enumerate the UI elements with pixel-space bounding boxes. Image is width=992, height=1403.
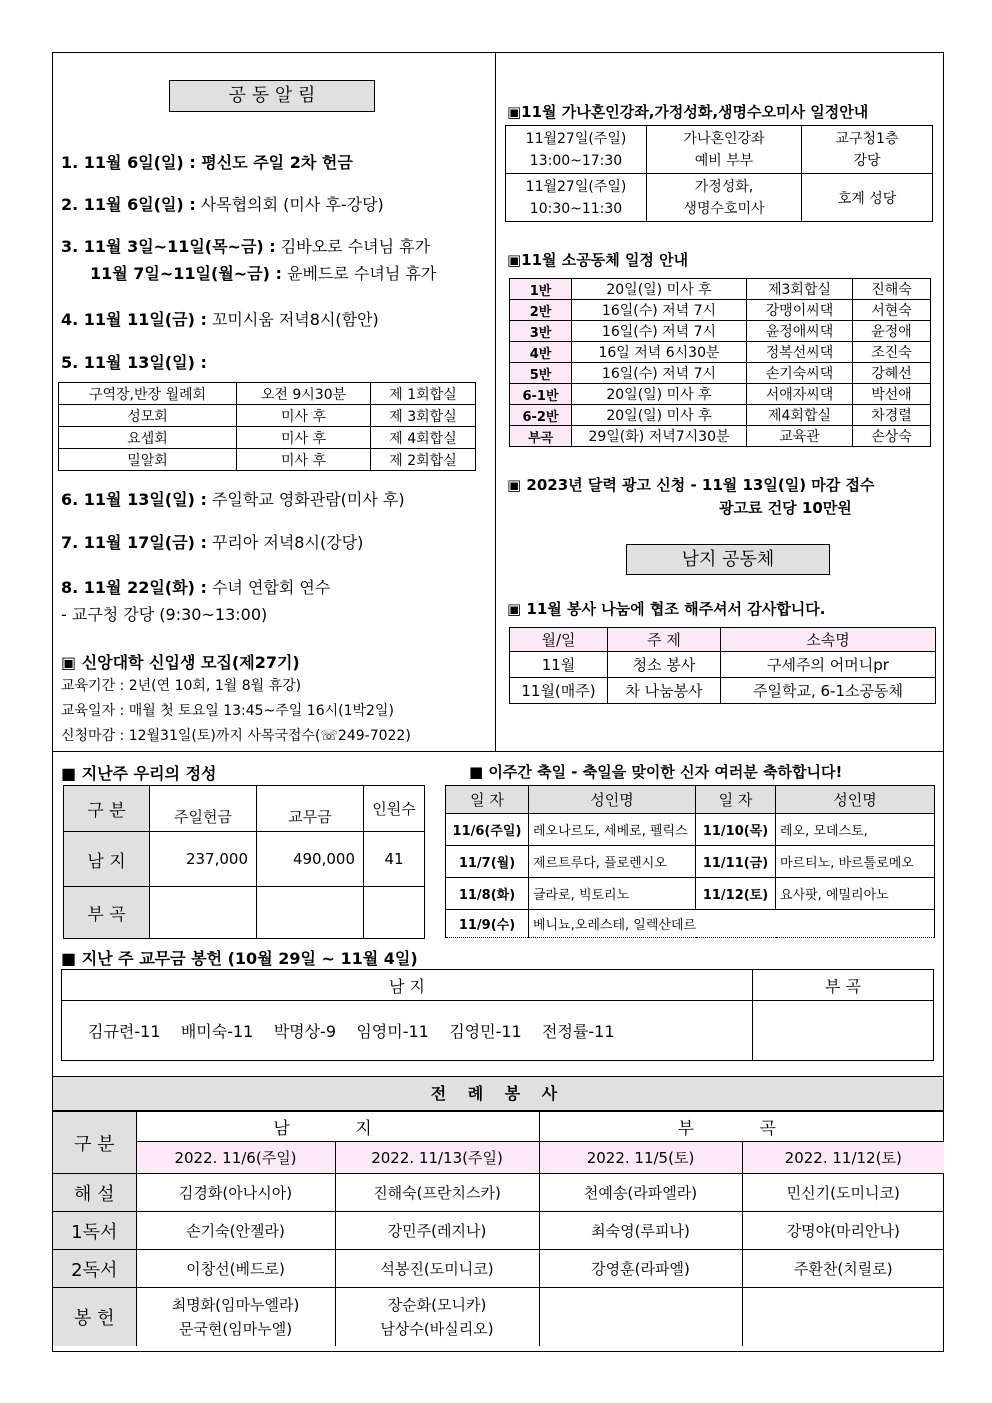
feast-heading: ■ 이주간 축일 - 축일을 맞이한 신자 여러분 축하합니다!: [469, 763, 843, 781]
small-community-table: 1반 20일(일) 미사 후 제3회합실 진해숙 2반 16일(수) 저녁 7시 강맹이씨댁 서현숙 3반 16일(수) 저녁 7시 윤정애씨댁 윤정애 4반 16일 저녁 6시30분 정복선씨댁 조진숙 5반 16일(수) 저녁 7시 손기숙씨댁 강혜선 6-1반 20일(일) 미사 후 서애자씨댁 박선애 6-2반 20일(일) 미사 후 제4회합실 차경렬 부곡 29일(화) 저녁7시30분 교육관 손상숙: [509, 278, 931, 447]
notice-5: 5. 11월 13일(일) :: [61, 353, 207, 372]
tithe-heading: ■ 지난 주 교무금 봉헌 (10월 29일 ~ 11월 4일): [61, 949, 418, 968]
notice-1: 1. 11월 6일(일) : 평신도 주일 2차 헌금: [61, 153, 353, 172]
notice-7: 7. 11월 17일(금) : 꾸리아 저녁8시(강당): [61, 533, 364, 552]
offering-heading: ■ 지난주 우리의 정성: [61, 764, 217, 783]
namji-service-table: 월/일 주 제 소속명 11월 청소 봉사 구세주의 어머니pr 11월(매주) 차 나눔봉사 주일학교, 6-1소공동체: [509, 627, 936, 704]
notice-4: 4. 11월 11일(금) : 꼬미시움 저녁8시(함안): [61, 310, 379, 329]
calendar-ad-line2: 광고료 건당 10만원: [719, 499, 852, 517]
namji-title: 남지 공동체: [626, 544, 830, 575]
bulletin-frame: [52, 52, 944, 1352]
liturgy-table: 구 분 남 지 부 곡 2022. 11/6(주일) 2022. 11/13(주일) 2022. 11/5(토) 2022. 11/12(토) 해 설 김경화(아나시아) 진해숙(프란치스카) 천예송(라파엘라) 민신기(도미니코) 1독서 손기숙(안젤라) 강민주(레지나) 최숙영(루피나) 강명야(마리안나) 2독서 이창선(베드로) 석봉진(도미니코) 강영훈(라파엘) 주환찬(치릴로) 봉 헌 최명화(임마누엘라) 문국현(임마누엘) 장순화(모니카) 남상수(바실리오): [53, 1111, 944, 1346]
column-divider: [495, 53, 496, 751]
offering-table: 구 분 주일헌금 교무금 인원수 남 지 237,000 490,000 41 부 곡: [63, 785, 425, 939]
calendar-ad-line1: ▣ 2023년 달력 광고 신청 - 11월 13일(일) 마감 접수: [507, 476, 875, 494]
meeting-table: 구역장,반장 월례회 오전 9시30분 제 1회합실 성모회 미사 후 제 3회합실 요셉회 미사 후 제 4회합실 밀알회 미사 후 제 2회합실: [58, 382, 476, 471]
notice-8: 8. 11월 22일(화) : 수녀 연합회 연수: [61, 578, 331, 597]
notice-8b: - 교구청 강당 (9:30~13:00): [61, 605, 268, 624]
namji-thanks: ▣ 11월 봉사 나눔에 협조 해주셔서 감사합니다.: [507, 600, 826, 618]
notice-3b: 11월 7일~11일(월~금) : 윤베드로 수녀님 휴가: [90, 264, 437, 283]
notice-3: 3. 11월 3일~11일(목~금) : 김바오로 수녀님 휴가: [61, 237, 431, 256]
notice-6: 6. 11월 13일(일) : 주일학교 영화관람(미사 후): [61, 490, 405, 509]
feast-table: 일 자 성인명 일 자 성인명 11/6(주일) 레오나르도, 세베로, 펠릭스 11/10(목) 레오, 모데스토, 11/7(월) 제르트루다, 플로렌시오 11/11(금) 마르티노, 바르톨로메오 11/8(화) 글라로, 빅토리노 11/12(토) 요사팟, 에밀리아노 11/9(수) 베니뇨,오레스테, 일렉산데르: [445, 785, 935, 938]
liturgy-title: 전 례 봉 사: [53, 1077, 943, 1111]
notice-2: 2. 11월 6일(일) : 사목협의회 (미사 후-강당): [61, 195, 384, 214]
marriage-heading: ▣11월 가나혼인강좌,가정성화,생명수오미사 일정안내: [507, 103, 869, 121]
section-divider: [53, 751, 943, 752]
notices-title: 공 동 알 림: [169, 80, 375, 112]
tithe-table: 남 지 부 곡 김규련-11 배미숙-11 박명상-9 임영미-11 김영민-11 전정률-11: [61, 969, 934, 1061]
marriage-table: 11월27일(주일) 13:00~17:30 가나혼인강좌 예비 부부 교구청1층 강당 11월27일(주일) 10:30~11:30 가정성화, 생명수호미사 호계 성당: [505, 125, 933, 222]
faith-univ-lines: 교육기간 : 2년(연 10회, 1월 8월 휴강) 교육일자 : 매월 첫 토요일 13:45~주일 16시(1박2일) 신청마감 : 12월31일(토)까지 사목국접수(☏249-7022): [61, 678, 411, 744]
small-community-heading: ▣11월 소공동체 일정 안내: [507, 251, 689, 269]
faith-univ-heading: ▣ 신앙대학 신입생 모집(제27기): [61, 653, 300, 672]
